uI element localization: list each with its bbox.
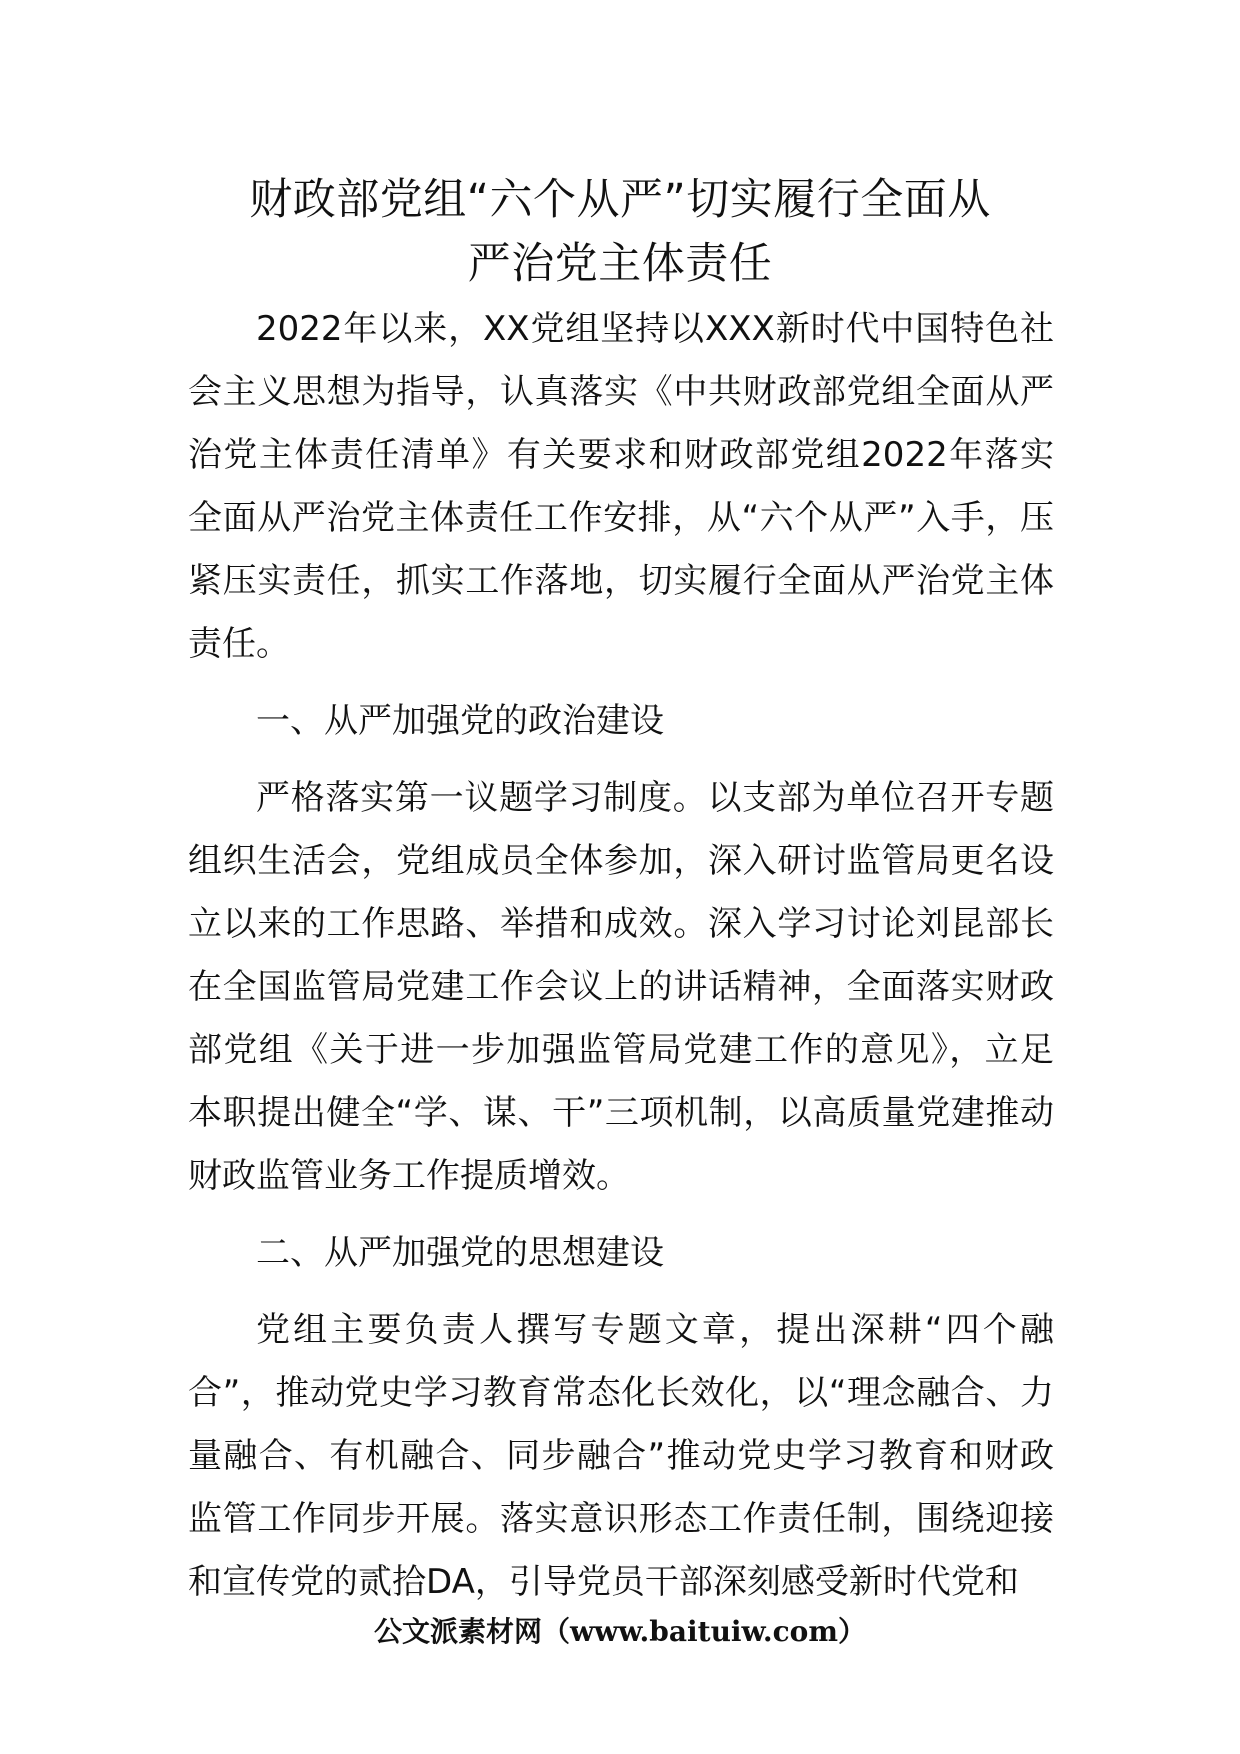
intro-paragraph: 2022年以来，XX党组坚持以XXX新时代中国特色社会主义思想为指导，认真落实《中共财政部党组全面从严治党主体责任清单》有关要求和财政部党组2022年落实全面从严治党主体责任工作安排，从“六个从严”入手，压紧压实责任，抓实工作落地，切实履行全面从严治党主体责任。 <box>188 309 1054 664</box>
footer-watermark: 公文派素材网（www.baituiw.com） <box>374 1615 866 1648</box>
document-body <box>188 298 1054 1614</box>
title-line-1: 财政部党组“六个从严”切实履行全面从 <box>249 175 991 225</box>
document-title <box>190 168 1050 296</box>
section-heading-2: 二、从严加强党的思想建设 <box>256 1233 664 1273</box>
section-1-paragraph: 严格落实第一议题学习制度。以支部为单位召开专题组织生活会，党组成员全体参加，深入研讨监管局更名设立以来的工作思路、举措和成效。深入学习讨论刘昆部长在全国监管局党建工作会议上的讲话精神，全面落实财政部党组《关于进一步加强监管局党建工作的意见》，立足本职提出健全“学、谋、干”三项机制，以高质量党建推动财政监管业务工作提质增效。 <box>188 778 1054 1196</box>
section-2-paragraph: 党组主要负责人撰写专题文章，提出深耕“四个融合”，推动党史学习教育常态化长效化，以“理念融合、力量融合、有机融合、同步融合”推动党史学习教育和财政监管工作同步开展。落实意识形态工作责任制，围绕迎接和宣传党的贰拾DA，引导党员干部深刻感受新时代党和 <box>188 1310 1054 1602</box>
title-line-2: 严治党主体责任 <box>467 239 773 289</box>
section-heading-1: 一、从严加强党的政治建设 <box>256 701 664 741</box>
